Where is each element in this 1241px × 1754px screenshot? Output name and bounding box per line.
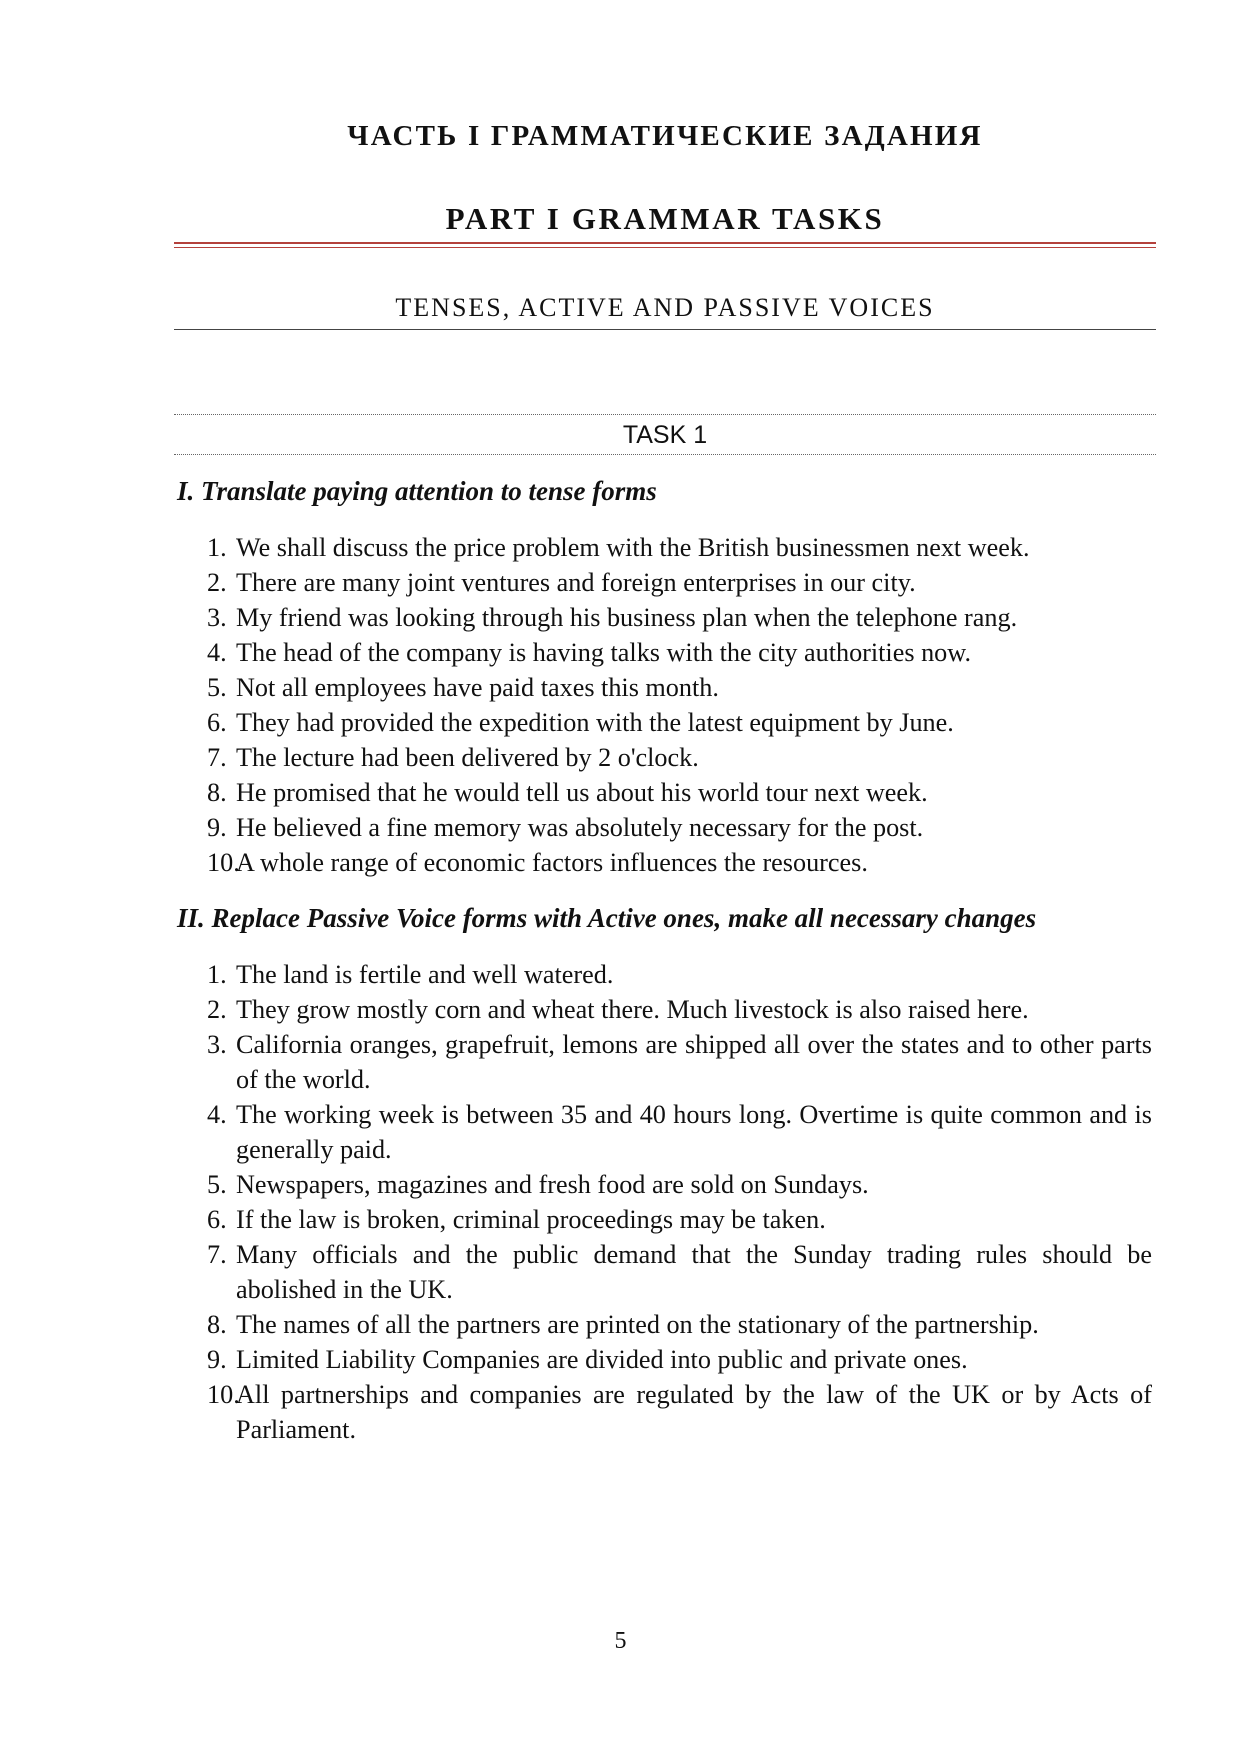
list-item-number: 5. xyxy=(207,1170,227,1199)
list-item xyxy=(207,635,1152,670)
list-item-text: The names of all the partners are printed on the stationary of the partnership. xyxy=(236,1310,1039,1339)
list-item-text: The working week is between 35 and 40 hours long. Overtime is quite common and is generally paid. xyxy=(236,1100,1152,1164)
task-rule-top xyxy=(174,414,1156,415)
list-item-text: He believed a fine memory was absolutely necessary for the post. xyxy=(236,813,924,842)
list-item-number: 9. xyxy=(207,813,227,842)
list-item-number: 3. xyxy=(207,1030,227,1059)
title-russian: ЧАСТЬ I ГРАММАТИЧЕСКИЕ ЗАДАНИЯ xyxy=(347,120,983,152)
section-2-list xyxy=(207,957,1152,1447)
list-item-text: The land is fertile and well watered. xyxy=(236,960,614,989)
list-item xyxy=(207,670,1152,705)
list-item-text: California oranges, grapefruit, lemons are shipped all over the states and to other parts of the world. xyxy=(236,1030,1152,1094)
list-item xyxy=(207,600,1152,635)
list-item xyxy=(207,1377,1152,1447)
list-item xyxy=(207,705,1152,740)
list-item-number: 1. xyxy=(207,533,227,562)
list-item xyxy=(207,1307,1152,1342)
list-item-text: All partnerships and companies are regulated by the law of the UK or by Acts of Parliament. xyxy=(236,1380,1152,1444)
list-item xyxy=(207,992,1152,1027)
list-item-text: Not all employees have paid taxes this month. xyxy=(236,673,719,702)
list-item xyxy=(207,565,1152,600)
section-1-list xyxy=(207,530,1152,880)
list-item xyxy=(207,775,1152,810)
list-item-number: 8. xyxy=(207,778,227,807)
list-item-text: My friend was looking through his business plan when the telephone rang. xyxy=(236,603,1018,632)
list-item-number: 1. xyxy=(207,960,227,989)
list-item-number: 10. xyxy=(207,1380,240,1409)
list-item-text: Many officials and the public demand that the Sunday trading rules should be abolished in the UK. xyxy=(236,1240,1152,1304)
title-english: PART I GRAMMAR TASKS xyxy=(445,201,885,236)
list-item-text: He promised that he would tell us about his world tour next week. xyxy=(236,778,928,807)
list-item-number: 6. xyxy=(207,708,227,737)
list-item-number: 2. xyxy=(207,995,227,1024)
list-item xyxy=(207,1237,1152,1307)
list-item-text: A whole range of economic factors influences the resources. xyxy=(236,848,868,877)
list-item xyxy=(207,845,1152,880)
list-item-number: 8. xyxy=(207,1310,227,1339)
section-subtitle: TENSES, ACTIVE AND PASSIVE VOICES xyxy=(395,293,935,322)
list-item xyxy=(207,957,1152,992)
list-item xyxy=(207,810,1152,845)
list-item-text: The lecture had been delivered by 2 o'clock. xyxy=(236,743,699,772)
list-item-number: 4. xyxy=(207,638,227,667)
list-item xyxy=(207,1027,1152,1097)
list-item-number: 9. xyxy=(207,1345,227,1374)
list-item-text: We shall discuss the price problem with the British businessmen next week. xyxy=(236,533,1030,562)
list-item xyxy=(207,530,1152,565)
list-item-text: Limited Liability Companies are divided into public and private ones. xyxy=(236,1345,968,1374)
list-item-number: 3. xyxy=(207,603,227,632)
list-item-text: Newspapers, magazines and fresh food are sold on Sundays. xyxy=(236,1170,869,1199)
list-item-text: They had provided the expedition with the latest equipment by June. xyxy=(236,708,954,737)
list-item xyxy=(207,1202,1152,1237)
list-item-number: 10. xyxy=(207,848,240,877)
list-item xyxy=(207,1342,1152,1377)
list-item-text: If the law is broken, criminal proceedings may be taken. xyxy=(236,1205,826,1234)
list-item-text: They grow mostly corn and wheat there. Much livestock is also raised here. xyxy=(236,995,1029,1024)
list-item-number: 4. xyxy=(207,1100,227,1129)
list-item-number: 5. xyxy=(207,673,227,702)
list-item xyxy=(207,1167,1152,1202)
list-item xyxy=(207,1097,1152,1167)
list-item-number: 7. xyxy=(207,743,227,772)
subtitle-underline xyxy=(174,329,1156,330)
list-item-text: There are many joint ventures and foreign enterprises in our city. xyxy=(236,568,916,597)
section-1-heading: I. Translate paying attention to tense forms xyxy=(177,476,657,506)
list-item xyxy=(207,740,1152,775)
page-number: 5 xyxy=(614,1628,627,1654)
title-underline xyxy=(174,242,1156,248)
task-label: TASK 1 xyxy=(622,421,708,449)
list-item-text: The head of the company is having talks with the city authorities now. xyxy=(236,638,972,667)
section-2-heading: II. Replace Passive Voice forms with Active ones, make all necessary changes xyxy=(177,903,1037,933)
list-item-number: 6. xyxy=(207,1205,227,1234)
task-rule-bottom xyxy=(174,454,1156,455)
list-item-number: 2. xyxy=(207,568,227,597)
list-item-number: 7. xyxy=(207,1240,227,1269)
